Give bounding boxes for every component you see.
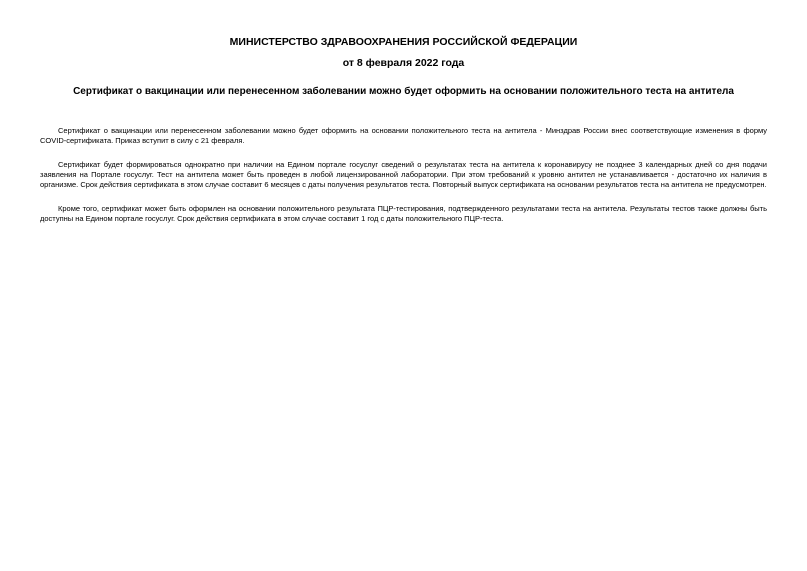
document-heading: Сертификат о вакцинации или перенесенном заболевании можно будет оформить на основании положительного теста на антитела xyxy=(73,86,734,97)
document-date: от 8 февраля 2022 года xyxy=(342,57,465,69)
paragraph-1: Сертификат о вакцинации или перенесенном заболевании можно будет оформить на основании положительного теста на антитела - Минздрав России внес соответствующие изменения в форму COVID-сертификата. Приказ вступит в силу с 21 февраля. xyxy=(40,126,767,145)
paragraph-2: Сертификат будет формироваться однократно при наличии на Едином портале госуслуг сведений о результатах теста на антитела к коронавирусу не позднее 3 календарных дней со дня подачи заявления на Портале госуслуг. Тест на антитела может быть проведен в любой лицензированной лаборатории. При этом требований к уровню антител не устанавливается - достаточно их наличия в организме. Срок действия сертификата в этом случае составит 6 месяцев с даты получения результатов теста. Повторный выпуск сертификата на основании результатов теста на антитела не предусмотрен. xyxy=(40,160,767,189)
organization-title: МИНИСТЕРСТВО ЗДРАВООХРАНЕНИЯ РОССИЙСКОЙ ФЕДЕРАЦИИ xyxy=(229,36,578,48)
paragraph-3: Кроме того, сертификат может быть оформлен на основании положительного результата ПЦР-тестирования, подтвержденного результатами теста на антитела. Результаты тестов также должны быть доступны на Едином портале госуслуг. Срок действия сертификата в этом случае составит 1 год с даты положительного ПЦР-теста. xyxy=(40,204,767,223)
document-body xyxy=(40,126,767,238)
